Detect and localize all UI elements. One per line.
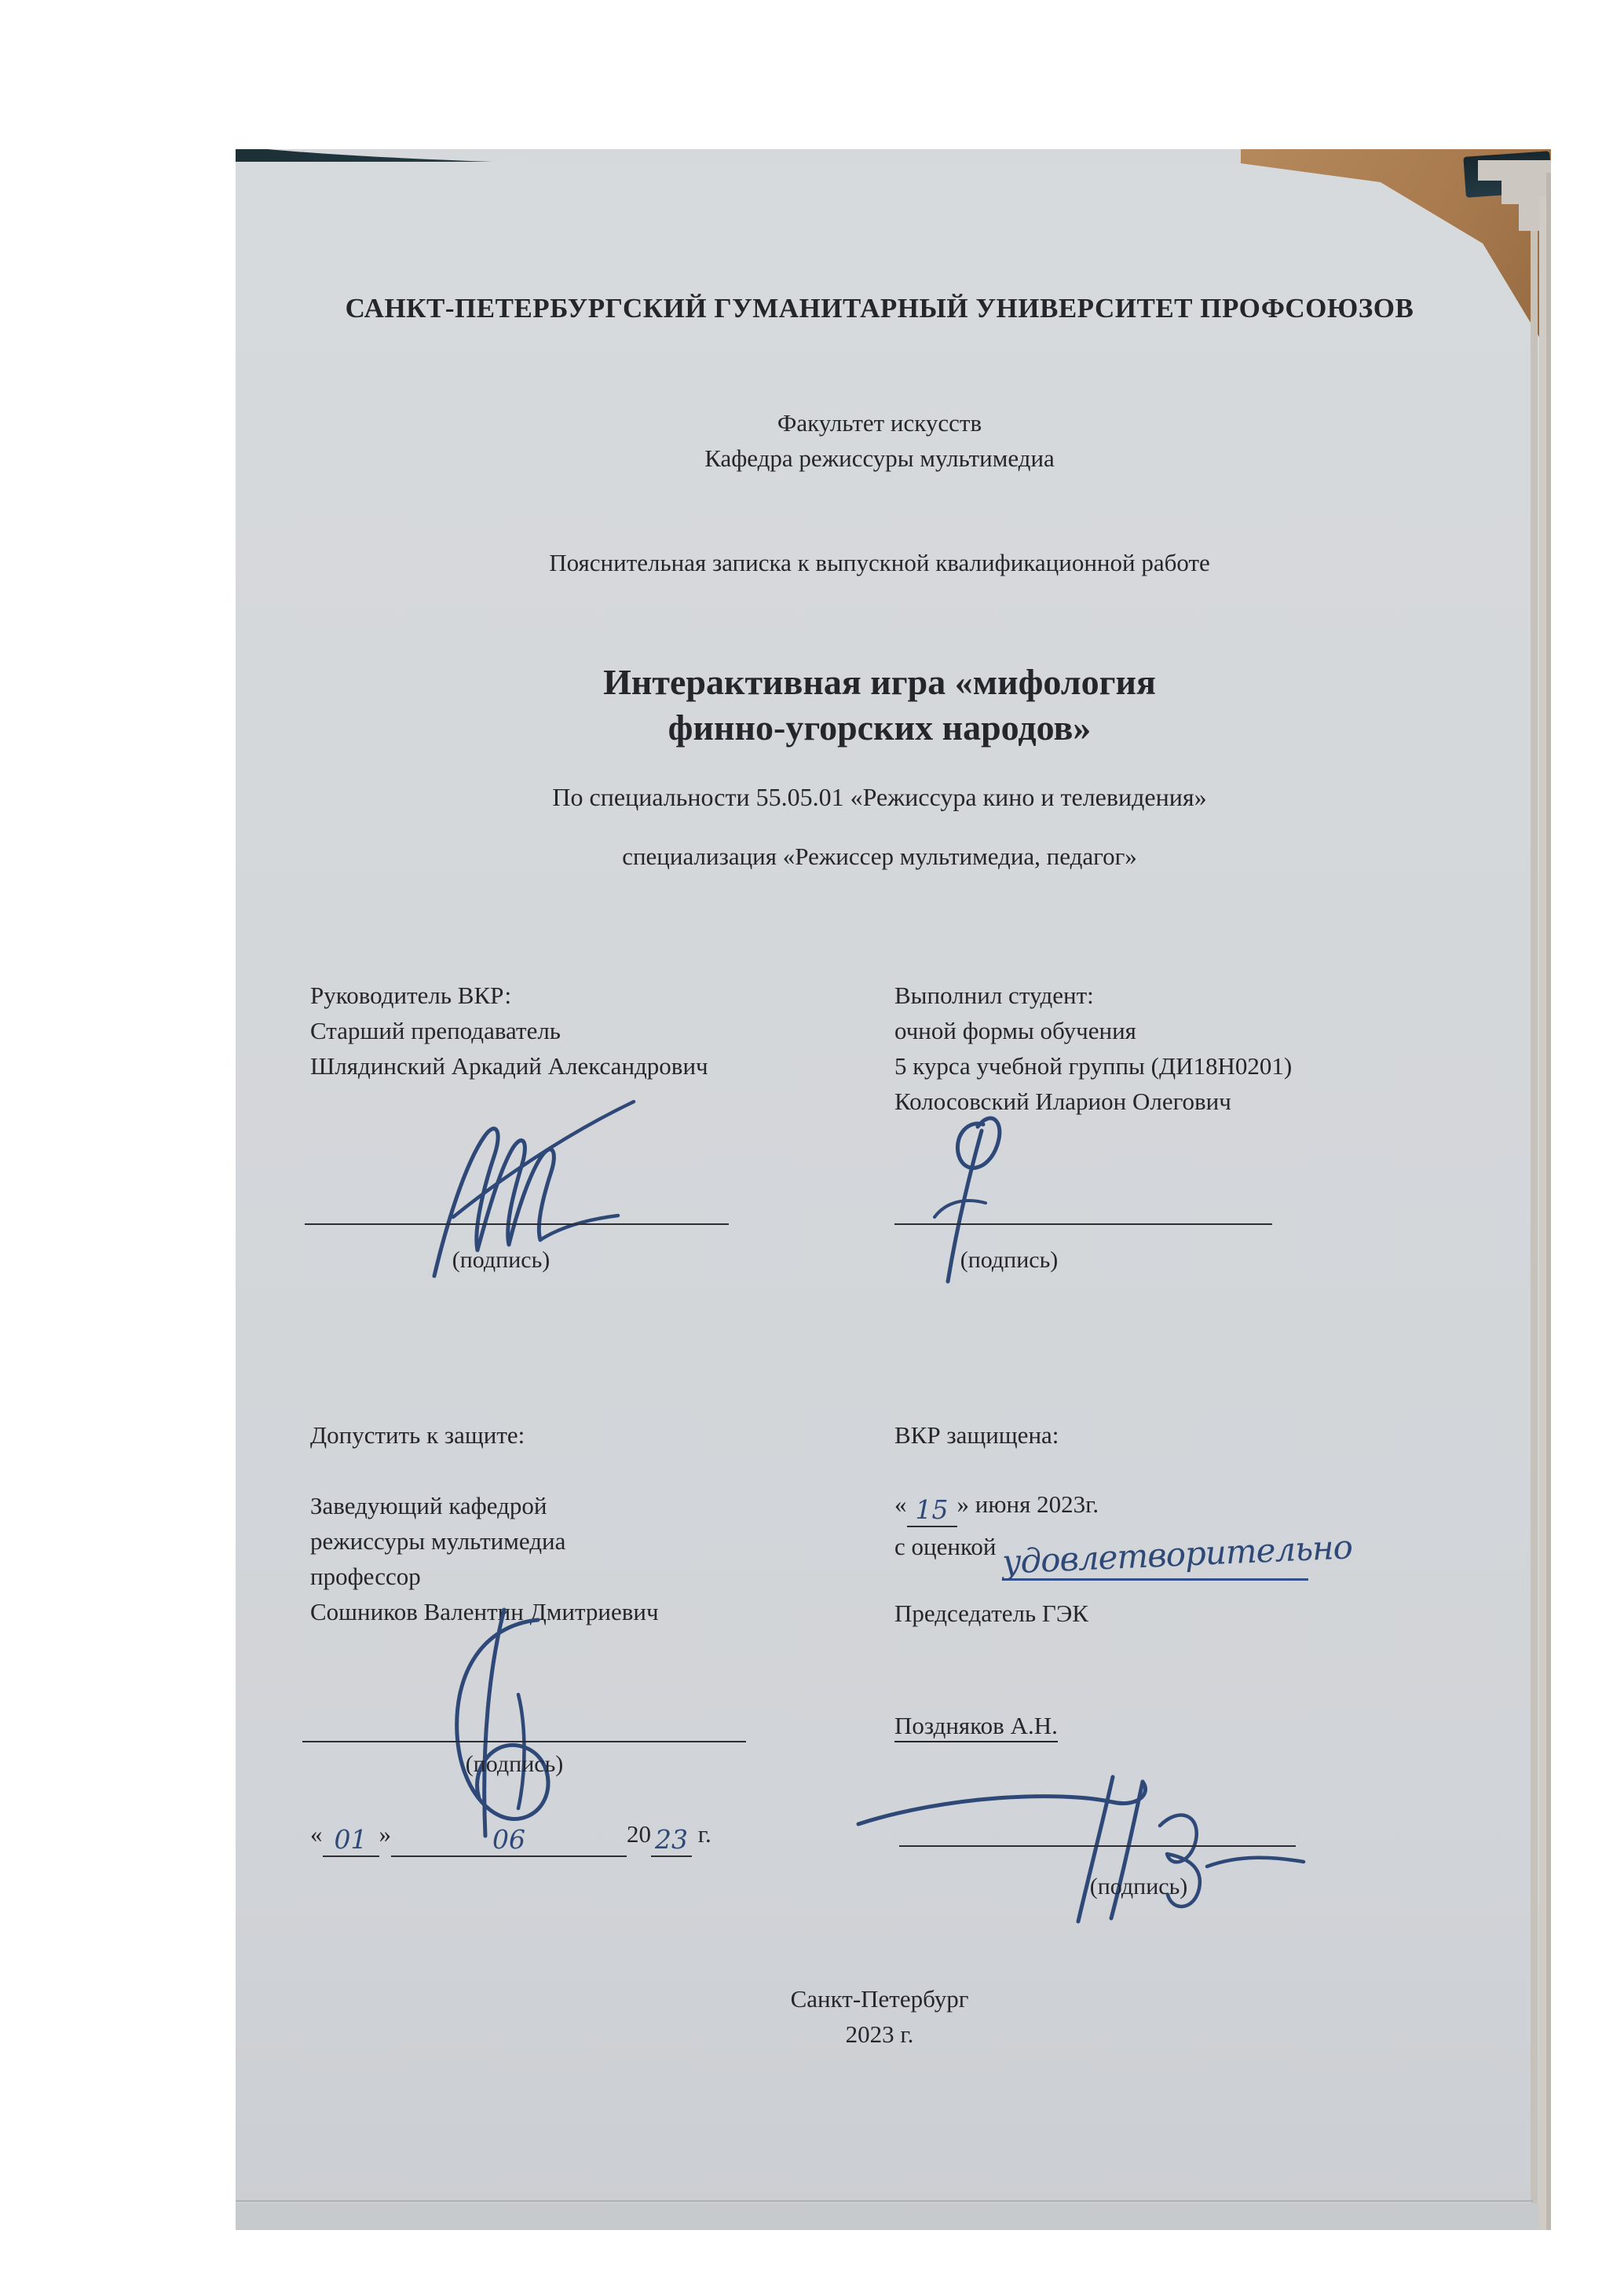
admission-date-day-handwritten: 01 [334,1824,368,1855]
admission-date-year-handwritten: 23 [655,1824,688,1855]
page-stack-edge [1539,196,1546,2230]
work-title-line2: финно-угорских народов» [668,707,1092,748]
defense-grade-line [894,1527,1354,1581]
student-name: Колосовский Иларион Олегович [894,1088,1231,1115]
chairman-name: Поздняков А.Н. [894,1712,1058,1742]
admission-date-day-blank [323,1824,379,1857]
footer-city: Санкт-Петербург [790,1985,969,2013]
supervisor-block [310,978,708,1084]
admission-position-line3: профессор [310,1563,421,1590]
specialty-line: По специальности 55.05.01 «Режиссура кино и телевидения» [552,783,1207,811]
page-bottom-band [236,2203,1539,2230]
admission-date-month-handwritten: 06 [492,1824,525,1855]
admission-signature [408,1600,581,1844]
specialization-line: специализация «Режиссер мультимедиа, педагог» [622,843,1137,870]
admission-label: Допустить к защите: [310,1421,525,1449]
chairman-signature-line [899,1845,1296,1847]
admission-date-year-blank [651,1824,692,1857]
defense-grade-label: с оценкой [894,1533,997,1560]
admission-name: Сошников Валентин Дмитриевич [310,1598,659,1625]
chairman-label: Председатель ГЭК [894,1600,1088,1627]
defense-date-day-handwritten: 15 [915,1494,949,1525]
supervisor-role-label: Руководитель ВКР: [310,982,512,1009]
student-signature-line [894,1223,1272,1225]
admission-date-year-prefix: 20 [627,1820,651,1848]
supervisor-position: Старший преподаватель [310,1017,561,1044]
supervisor-signature-line [305,1223,729,1225]
footer-year: 2023 г. [845,2020,914,2048]
university-name: САНКТ-ПЕТЕРБУРГСКИЙ ГУМАНИТАРНЫЙ УНИВЕРСИТЕТ ПРОФСОЮЗОВ [345,293,1414,324]
admission-date-line [310,1820,711,1857]
defense-grade-handwritten: удовлетворительно [1001,1527,1354,1581]
defense-date-day-blank [907,1494,957,1527]
defense-date-open-quote: « [894,1490,907,1518]
note-type-line: Пояснительная записка к выпускной квалификационной работе [549,549,1210,576]
supervisor-signature-caption: (подпись) [452,1247,550,1273]
student-group: 5 курса учебной группы (ДИ18Н0201) [894,1052,1293,1080]
admission-date-open-quote: « [310,1820,323,1848]
student-study-form: очной формы обучения [894,1017,1136,1044]
page-stack-edge [1546,173,1551,2230]
admission-signature-caption: (подпись) [465,1751,564,1777]
defense-date-rest: » июня 2023г. [956,1490,1099,1518]
work-title-line1: Интерактивная игра «мифология [603,662,1156,702]
chairman-signature [852,1747,1315,1932]
admission-date-month-blank [391,1824,627,1857]
student-block [894,978,1292,1119]
student-label: Выполнил студент: [894,982,1094,1009]
work-title [236,660,1523,751]
chairman-signature-caption: (подпись) [1089,1874,1188,1899]
page-stack [1478,160,1551,181]
document-photo [236,149,1551,2230]
chairman-name-line [894,1712,1058,1740]
admission-signature-line [302,1741,746,1742]
admission-date-close-quote: » [379,1820,391,1848]
admission-position-line2: режиссуры мультимедиа [310,1527,566,1555]
fold-line [236,2200,1533,2202]
defense-label: ВКР защищена: [894,1421,1059,1449]
defense-date-line [894,1490,1099,1527]
faculty-line: Факультет искусств [777,409,982,437]
admission-position-line1: Заведующий кафедрой [310,1492,547,1519]
admission-date-year-unit: г. [697,1820,711,1848]
supervisor-name: Шлядинский Аркадий Александрович [310,1052,708,1080]
page-stack-edge [1531,231,1538,2230]
defense-grade-blank [1001,1527,1354,1581]
student-signature-caption: (подпись) [960,1247,1059,1273]
department-line: Кафедра режиссуры мультимедиа [704,444,1055,472]
